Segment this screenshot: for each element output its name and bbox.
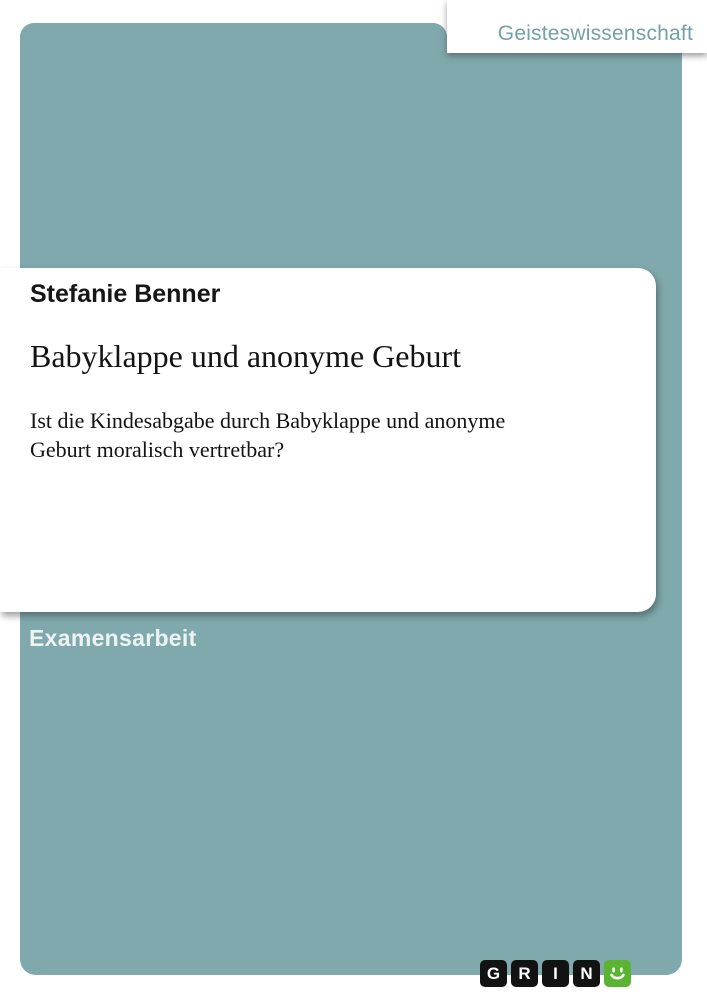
subtitle-line: Ist die Kindesabgabe durch Babyklappe und anonyme <box>30 408 506 433</box>
document-type-label: Examensarbeit <box>29 625 197 651</box>
author-name: Stefanie Benner <box>30 280 221 308</box>
logo-letter-tile-n: N <box>573 960 600 987</box>
grin-logo <box>480 960 631 987</box>
logo-letter-tile-r: R <box>511 960 538 987</box>
title-card <box>0 268 656 612</box>
category-strip <box>447 0 707 53</box>
book-title: Babyklappe und anonyme Geburt <box>30 338 461 374</box>
book-subtitle <box>30 406 616 464</box>
grin-smiley-icon <box>604 960 631 987</box>
subtitle-line: Geburt moralisch vertretbar? <box>30 437 285 462</box>
logo-letter-tile-i: I <box>542 960 569 987</box>
category-label: Geisteswissenschaft <box>497 21 693 45</box>
logo-letter-tile-g: G <box>480 960 507 987</box>
